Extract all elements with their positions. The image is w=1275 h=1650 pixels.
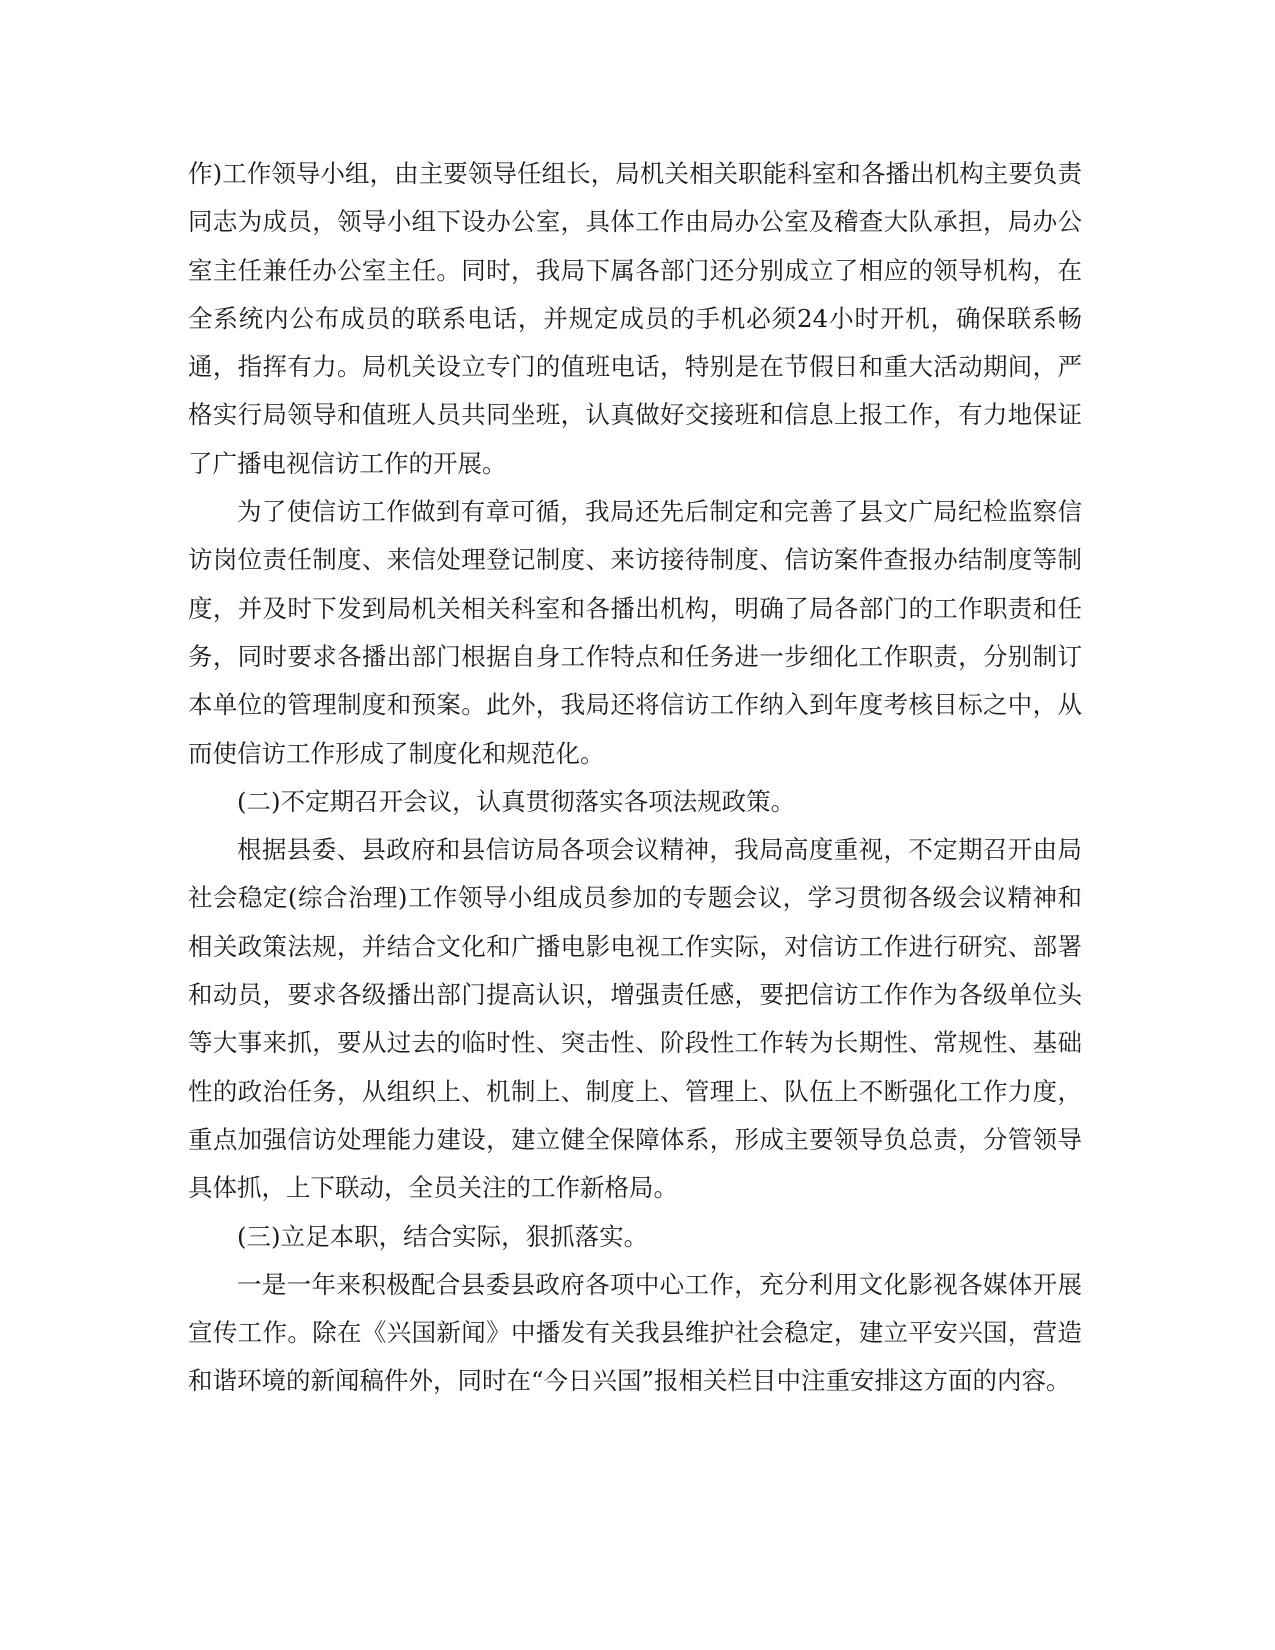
paragraph-regulations: 为了使信访工作做到有章可循，我局还先后制定和完善了县文广局纪检监察信访岗位责任制度、来信处理登记制度、来访接待制度、信访案件查报办结制度等制度，并及时下发到局机关相关科室和各播出机构，明确了局各部门的工作职责和任务，同时要求各播出部门根据自身工作特点和任务进一步细化工作职责，分别制订本单位的管理制度和预案。此外，我局还将信访工作纳入到年度考核目标之中，从而使信访工作形成了制度化和规范化。 (188, 497, 1082, 768)
section-heading-implementation: (三)立足本职，结合实际，狠抓落实。 (237, 1221, 649, 1251)
paragraph-leadership-group: 作)工作领导小组，由主要领导任组长，局机关相关职能科室和各播出机构主要负责同志为成员，领导小组下设办公室，具体工作由局办公室及稽查大队承担，局办公室主任兼任办公室主任。同时，我局下属各部门还分别成立了相应的领导机构，在全系统内公布成员的联系电话，并规定成员的手机必须24小时开机，确保联系畅通，指挥有力。局机关设立专门的值班电话，特别是在节假日和重大活动期间，严格实行局领导和值班人员共同坐班，认真做好交接班和信息上报工作，有力地保证了广播电视信访工作的开展。 (188, 159, 1082, 478)
paragraph-meetings: 根据县委、县政府和县信访局各项会议精神，我局高度重视，不定期召开由局社会稳定(综合治理)工作领导小组成员参加的专题会议，学习贯彻各级会议精神和相关政策法规，并结合文化和广播电影电视工作实际，对信访工作进行研究、部署和动员，要求各级播出部门提高认识，增强责任感，要把信访工作作为各级单位头等大事来抓，要从过去的临时性、突击性、阶段性工作转为长期性、常规性、基础性的政治任务，从组织上、机制上、制度上、管理上、队伍上不断强化工作力度，重点加强信访处理能力建设，建立健全保障体系，形成主要领导负总责，分管领导具体抓，上下联动，全员关注的工作新格局。 (188, 835, 1082, 1203)
section-heading-meetings: (二)不定期召开会议，认真贯彻落实各项法规政策。 (237, 786, 796, 816)
document-body (188, 150, 1082, 1406)
paragraph-publicity: 一是一年来积极配合县委县政府各项中心工作，充分利用文化影视各媒体开展宣传工作。除在《兴国新闻》中播发有关我县维护社会稳定，建立平安兴国，营造和谐环境的新闻稿件外，同时在“今日兴国”报相关栏目中注重安排这方面的内容。 (188, 1269, 1082, 1396)
